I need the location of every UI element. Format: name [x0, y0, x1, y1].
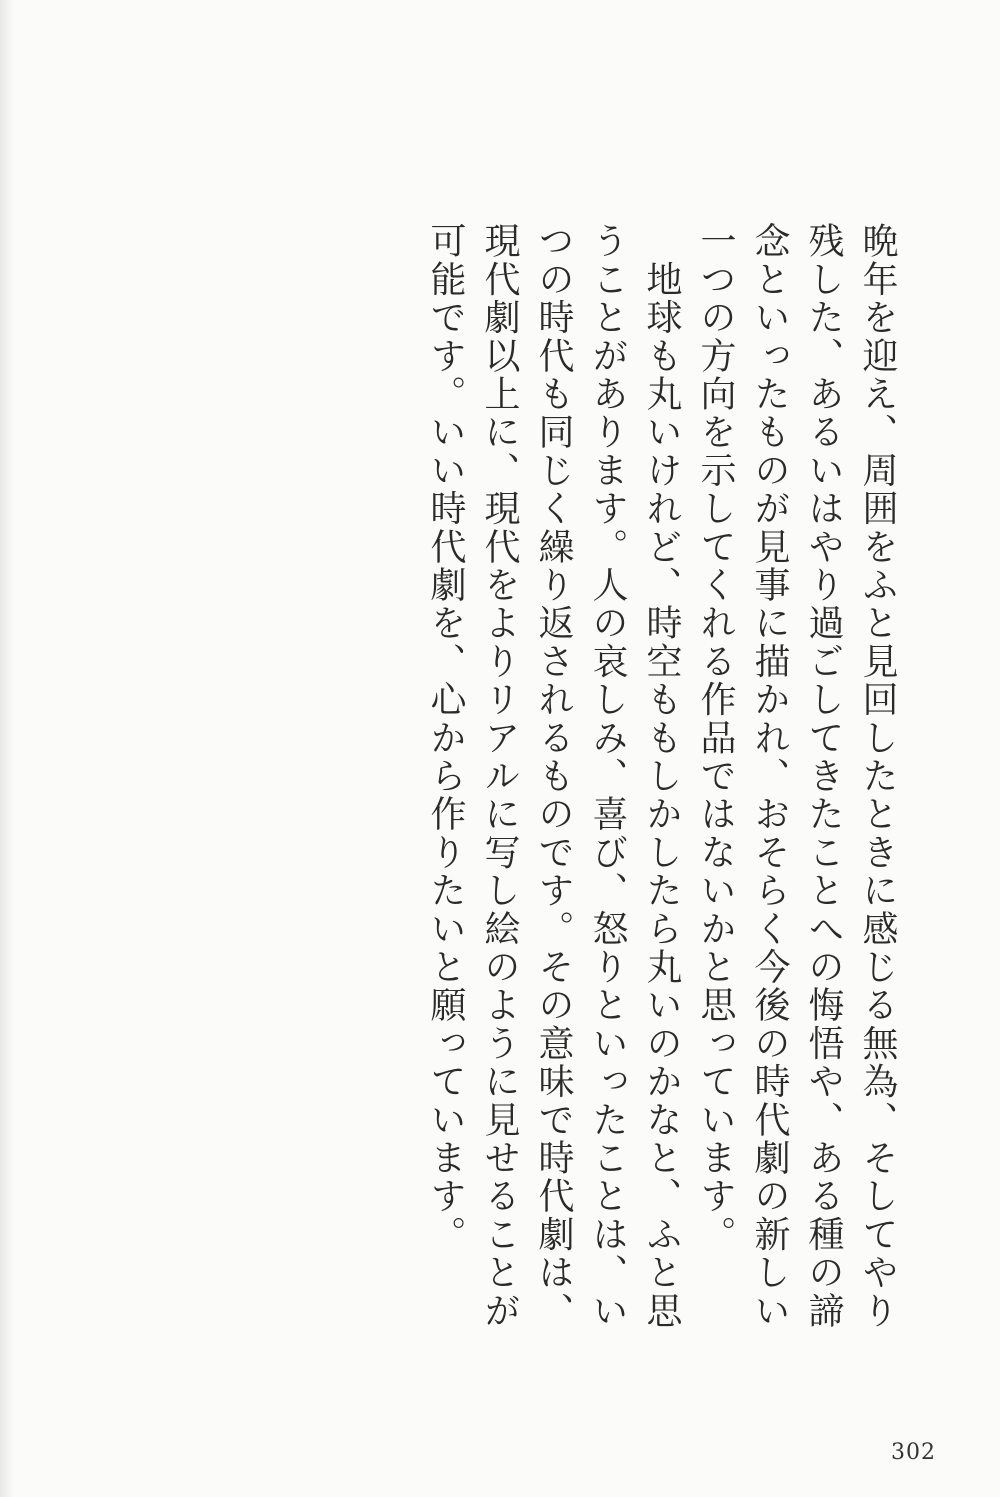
vertical-text-body	[418, 222, 904, 1342]
paragraph-2: 地球も丸いけれど、時空ももしかしたら丸いのかなと、ふと思うことがあります。人の哀しみ、喜び、怒りといったことは、いつの時代も同じく繰り返されるものです。その意味で時代劇は、現代劇以上に、現代をよりリアルに写し絵のように見せることが可能です。いい時代劇を、心から作りたいと願っています。	[425, 222, 682, 1330]
paragraph-1: 晩年を迎え、周囲をふと見回したときに感じる無為、そしてやり残した、あるいはやり過ごしてきたことへの悔悟や、ある種の諦念といったものが見事に描かれ、おそらく今後の時代劇の新しい一つの方向を示してくれる作品ではないかと思っています。	[695, 222, 898, 1330]
page-number: 302	[891, 1440, 936, 1465]
page-edge-shadow	[0, 0, 14, 1497]
